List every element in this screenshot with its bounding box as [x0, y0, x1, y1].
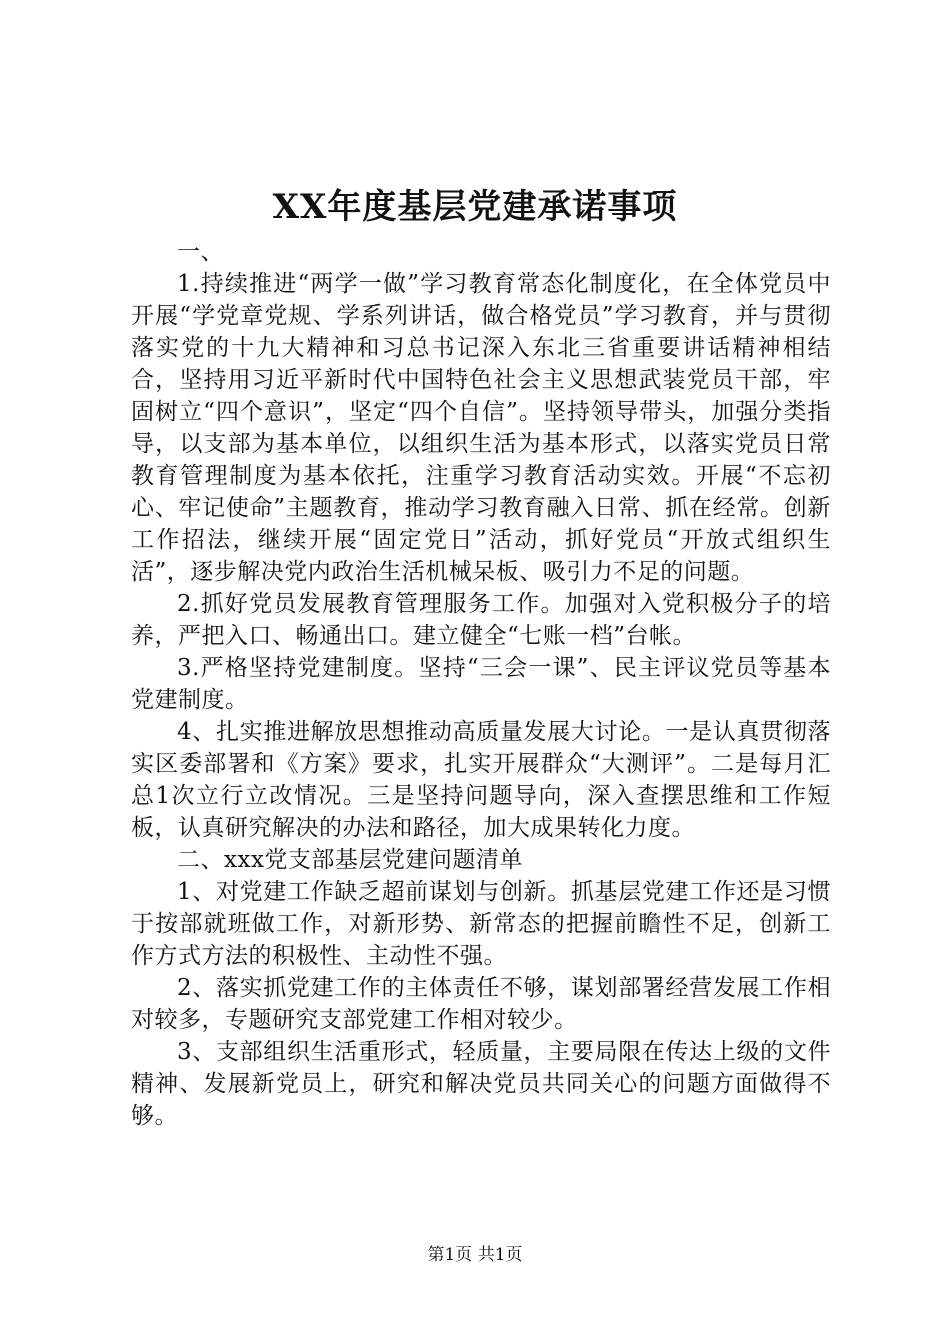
problem-item-1: 1、对党建工作缺乏超前谋划与创新。抓基层党建工作还是习惯于按部就班做工作，对新形势、新常态的把握前瞻性不足，创新工作方式方法的积极性、主动性不强。 — [131, 879, 831, 969]
paragraph-item-4: 4、扎实推进解放思想推动高质量发展大讨论。一是认真贯彻落实区委部署和《方案》要求，扎实开展群众“大测评”。二是每月汇总1次立行立改情况。三是坚持问题导向，深入查摆思维和工作短板，认真研究解决的办法和路径，加大成果转化力度。 — [131, 719, 831, 841]
document-body — [131, 236, 831, 1132]
problem-item-3: 3、支部组织生活重形式，轻质量，主要局限在传达上级的文件精神、发展新党员上，研究和解决党员共同关心的问题方面做得不够。 — [131, 1039, 831, 1129]
page-number-footer: 第1页 共1页 — [427, 1245, 523, 1265]
paragraph-item-2: 2.抓好党员发展教育管理服务工作。加强对入党积极分子的培养，严把入口、畅通出口。建立健全“七账一档”台帐。 — [131, 591, 831, 649]
paragraph-item-3: 3.严格坚持党建制度。坚持“三会一课”、民主评议党员等基本党建制度。 — [131, 655, 831, 713]
document-title: XX年度基层党建承诺事项 — [272, 187, 678, 227]
section-heading-2: 二、xxx党支部基层党建问题清单 — [177, 847, 523, 873]
paragraph-item-1: 1.持续推进“两学一做”学习教育常态化制度化，在全体党员中开展“学党章党规、学系列讲话，做合格党员”学习教育，并与贯彻落实党的十九大精神和习总书记深入东北三省重要讲话精神相结合，坚持用习近平新时代中国特色社会主义思想武装党员干部，牢固树立“四个意识”，坚定“四个自信”。坚持领导带头，加强分类指导，以支部为基本单位，以组织生活为基本形式，以落实党员日常教育管理制度为基本依托，注重学习教育活动实效。开展“不忘初心、牢记使命”主题教育，推动学习教育融入日常、抓在经常。创新工作招法，继续开展“固定党日”活动，抓好党员“开放式组织生活”，逐步解决党内政治生活机械呆板、吸引力不足的问题。 — [131, 271, 831, 585]
problem-item-2: 2、落实抓党建工作的主体责任不够，谋划部署经营发展工作相对较多，专题研究支部党建工作相对较少。 — [131, 975, 831, 1033]
section-heading-1: 一、 — [177, 239, 224, 265]
